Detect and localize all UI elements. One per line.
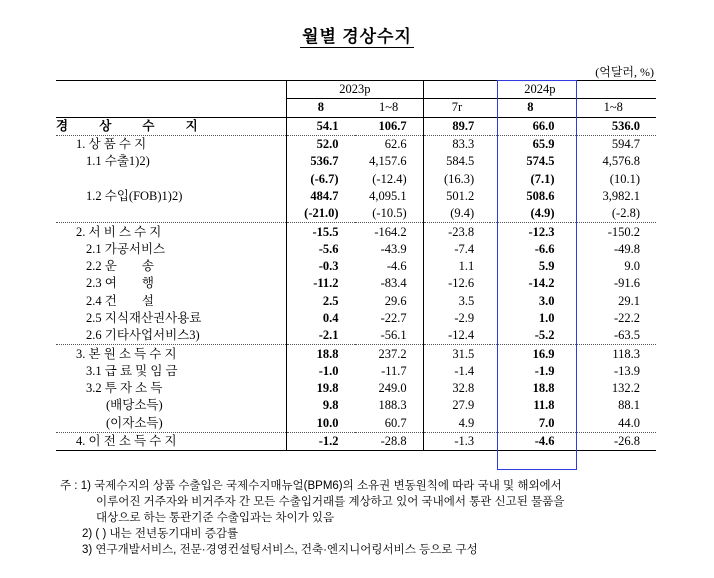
table-cell: -5.6 [287,241,355,258]
table-cell: 62.6 [355,135,424,153]
col-header: 8 [490,99,570,117]
table-cell: -11.7 [381,363,407,378]
table-cell: -28.8 [355,432,424,450]
table-cell: 66.0 [490,117,570,135]
table-cell: -4.6 [386,259,407,274]
footnote-line: 3) 연구개발서비스, 전문·경영컨설팅서비스, 건축·엔지니어링서비스 등으로 구성 [82,544,478,556]
table-cell: 54.1 [287,117,355,135]
table-cell: -13.9 [613,363,640,378]
table-cell: 88.1 [618,398,640,413]
table-cell: (9.4) [423,205,490,223]
table-cell: 65.9 [490,135,570,153]
table-cell: 132.2 [611,381,640,396]
table-cell: 89.7 [423,117,490,135]
table-row [56,153,656,170]
table-cell: -1.4 [423,363,490,380]
col-header: 8 [287,99,355,117]
current-account-table [56,80,656,451]
row-label: 1.1 수출1)2) [86,154,150,169]
col-header: 7r [423,99,490,117]
row-label [56,170,287,187]
row-label: 3.1 급 료 및 임 금 [86,363,178,378]
table-cell: -15.5 [287,223,355,241]
table-cell: -83.4 [380,276,407,291]
table-cell: 32.8 [423,380,490,397]
table-cell: -56.1 [380,328,407,343]
table-cell: 9.8 [287,397,355,414]
table-cell: -164.2 [355,223,424,241]
table-cell: 536.7 [287,153,355,170]
row-label: (이자소득) [106,415,163,430]
table-cell: -6.6 [534,241,555,256]
footnote-line: 주 : 1) 국제수지의 상품 수출입은 국제수지매뉴얼(BPM6)의 소유권 변동원칙에 따라 국내 및 해외에서 [60,480,562,492]
row-label: 2.1 가공서비스 [86,241,166,256]
table-cell: 9.0 [624,259,640,274]
table-cell: -2.1 [287,327,355,345]
table-row [56,205,656,223]
table-cell: 249.0 [378,381,407,396]
table-row [56,275,656,292]
table-cell: 4,576.8 [602,154,640,169]
table-cell: -150.2 [571,223,657,241]
table-row [56,397,656,414]
table-cell: 44.0 [618,415,640,430]
table-cell: -7.4 [423,241,490,258]
table-cell: 118.3 [571,345,657,363]
row-label: 2.5 지식재산권사용료 [86,311,202,325]
table-cell: 536.0 [571,117,657,135]
table-cell: 31.5 [423,345,490,363]
table-cell: -0.3 [287,258,355,275]
table-cell: -43.9 [380,241,407,256]
table-cell: 188.3 [378,398,407,413]
table-cell: -1.2 [287,432,355,450]
page-title: 월별 경상수지 [302,27,412,46]
table-cell: 52.0 [287,135,355,153]
table-cell: -14.2 [528,276,555,291]
table-cell: -63.5 [613,328,640,343]
table-cell: -5.2 [534,328,555,343]
table-cell: (-21.0) [287,205,355,223]
unit-label: (억달러, %) [595,65,654,79]
table-cell: -12.3 [490,223,570,241]
table-cell: 18.8 [532,381,555,396]
table-cell: 106.7 [355,117,424,135]
table-cell: -23.8 [423,223,490,241]
row-label [56,205,287,223]
table-cell: 574.5 [526,154,555,169]
table-cell: 4,157.6 [369,154,407,169]
col-header: 1~8 [571,99,657,117]
table-row [56,117,656,135]
table-cell: 60.7 [384,415,407,430]
table-cell: -11.2 [287,275,355,292]
table-cell: 3.0 [538,293,555,308]
year-2024-header: 2024p [423,81,656,99]
row-label: 3. 본 원 소 득 수 지 [56,345,287,363]
table-cell: -2.9 [423,310,490,327]
table-row [56,188,656,205]
row-label: 2.4 건 설 [86,293,154,308]
table-cell: -12.4 [423,327,490,345]
table-cell: (-12.4) [372,171,407,186]
table-cell: 237.2 [355,345,424,363]
table-cell: 501.2 [423,188,490,205]
table-cell: 29.1 [618,293,640,308]
table-cell: 584.5 [423,153,490,170]
table-cell: -1.3 [423,432,490,450]
table-cell: -22.7 [380,311,407,325]
row-label: 4. 이 전 소 득 수 지 [56,432,287,450]
table-cell: 7.0 [538,415,555,430]
table-cell: (7.1) [530,171,555,186]
table-cell: 5.9 [538,259,555,274]
table-cell: 18.8 [287,345,355,363]
table-cell: 508.6 [526,188,555,203]
col-header: 1~8 [355,99,424,117]
table-row [56,223,656,241]
table-cell: (-2.8) [611,206,640,221]
footnote-line: 2) ( ) 내는 전년동기대비 증감률 [82,528,239,540]
table-cell: (4.9) [530,206,555,221]
table-row [56,310,656,327]
table-row [56,345,656,363]
footnotes [60,478,564,558]
table-row [56,327,656,345]
table-cell: 4.9 [423,415,490,433]
table-cell: 3.5 [423,293,490,310]
table-cell: (10.1) [609,171,640,186]
table-cell: -12.6 [423,275,490,292]
row-label: 1.2 수입(FOB)1)2) [86,188,183,203]
table-cell: 11.8 [533,398,555,413]
table-cell: 16.9 [490,345,570,363]
table-cell: 10.0 [287,415,355,433]
row-label: 2.3 여 행 [86,276,154,291]
table-cell: -91.6 [613,276,640,291]
table-cell: -49.8 [613,241,640,256]
table-cell: 594.7 [571,135,657,153]
table-cell: 1.1 [423,258,490,275]
table-row [56,135,656,153]
row-label: 2. 서 비 스 수 지 [56,223,287,241]
table-cell: 83.3 [423,135,490,153]
table-cell: -1.0 [287,363,355,380]
row-label: 경 상 수 지 [56,117,287,135]
table-cell: 3,982.1 [602,188,640,203]
footnote-line: 이루어진 거주자와 비거주자 간 모든 수출입거래를 계상하고 있어 국내에서 통관 신고된 물품을 [96,496,565,508]
table-row [56,380,656,397]
row-label: (배당소득) [106,398,163,413]
year-2023-header: 2023p [287,81,424,99]
table-cell: 4,095.1 [369,188,407,203]
table-cell: -22.2 [613,311,640,325]
table-cell: 2.5 [287,293,355,310]
table-row [56,432,656,450]
table-row [56,415,656,433]
table-cell: (-10.5) [372,206,407,221]
table-cell: 484.7 [287,188,355,205]
table-row [56,241,656,258]
header-row-years [56,81,656,99]
row-label: 2.6 기타사업서비스3) [86,328,200,343]
row-label: 3.2 투 자 소 득 [86,381,163,396]
table-cell: (-6.7) [287,170,355,187]
table-row [56,363,656,380]
table-cell: 19.8 [287,380,355,397]
table-cell: -26.8 [571,432,657,450]
table-row [56,258,656,275]
table-cell: -1.9 [534,363,555,378]
table-row [56,293,656,310]
table-cell: (16.3) [423,170,490,187]
table-cell: 27.9 [423,397,490,414]
row-label: 2.2 운 송 [86,259,154,274]
row-label: 1. 상 품 수 지 [56,135,287,153]
table-cell: 1.0 [538,311,555,325]
footnote-line: 대상으로 하는 통관기준 수출입과는 차이가 있음 [96,512,335,524]
table-cell: -4.6 [490,432,570,450]
table-cell: 0.4 [287,310,355,327]
table-row [56,170,656,187]
table-cell: 29.6 [384,293,407,308]
